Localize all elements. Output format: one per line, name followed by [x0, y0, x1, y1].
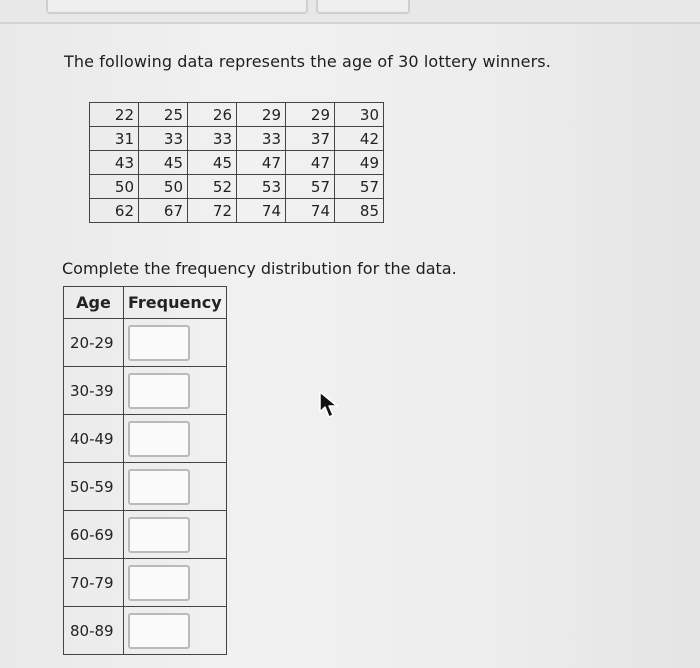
- frequency-input-70-79[interactable]: [128, 565, 190, 601]
- age-header: Age: [64, 287, 124, 319]
- data-cell: 37: [286, 127, 335, 151]
- frequency-cell: [124, 415, 227, 463]
- frequency-cell: [124, 511, 227, 559]
- data-cell: 45: [188, 151, 237, 175]
- data-cell: 49: [335, 151, 384, 175]
- frequency-table: [63, 286, 227, 655]
- frequency-input-80-89[interactable]: [128, 613, 190, 649]
- data-cell: 57: [286, 175, 335, 199]
- top-panel-left: [46, 0, 308, 14]
- data-cell: 72: [188, 199, 237, 223]
- data-cell: 50: [90, 175, 139, 199]
- data-cell: 43: [90, 151, 139, 175]
- data-cell: 47: [286, 151, 335, 175]
- age-range-label: 80-89: [64, 607, 124, 655]
- question-text: The following data represents the age of 30 lottery winners.: [64, 52, 551, 71]
- age-range-label: 20-29: [64, 319, 124, 367]
- frequency-cell: [124, 607, 227, 655]
- data-cell: 74: [286, 199, 335, 223]
- age-range-label: 40-49: [64, 415, 124, 463]
- data-cell: 31: [90, 127, 139, 151]
- frequency-input-60-69[interactable]: [128, 517, 190, 553]
- data-cell: 85: [335, 199, 384, 223]
- data-cell: 33: [237, 127, 286, 151]
- data-cell: 26: [188, 103, 237, 127]
- frequency-input-20-29[interactable]: [128, 325, 190, 361]
- top-panel-right: [316, 0, 410, 14]
- data-cell: 53: [237, 175, 286, 199]
- frequency-row: [64, 607, 227, 655]
- frequency-cell: [124, 367, 227, 415]
- data-cell: 42: [335, 127, 384, 151]
- data-cell: 22: [90, 103, 139, 127]
- frequency-input-50-59[interactable]: [128, 469, 190, 505]
- frequency-input-40-49[interactable]: [128, 421, 190, 457]
- age-range-label: 70-79: [64, 559, 124, 607]
- frequency-row: [64, 415, 227, 463]
- data-cell: 29: [286, 103, 335, 127]
- data-cell: 67: [139, 199, 188, 223]
- data-row: [90, 175, 384, 199]
- frequency-row: [64, 367, 227, 415]
- data-cell: 25: [139, 103, 188, 127]
- frequency-header: Frequency: [124, 287, 227, 319]
- data-cell: 29: [237, 103, 286, 127]
- data-row: [90, 103, 384, 127]
- data-cell: 47: [237, 151, 286, 175]
- data-cell: 62: [90, 199, 139, 223]
- frequency-input-30-39[interactable]: [128, 373, 190, 409]
- data-cell: 33: [188, 127, 237, 151]
- data-cell: 33: [139, 127, 188, 151]
- frequency-row: [64, 511, 227, 559]
- data-row: [90, 127, 384, 151]
- data-cell: 50: [139, 175, 188, 199]
- data-row: [90, 199, 384, 223]
- frequency-cell: [124, 463, 227, 511]
- frequency-cell: [124, 319, 227, 367]
- data-cell: 57: [335, 175, 384, 199]
- data-cell: 74: [237, 199, 286, 223]
- frequency-cell: [124, 559, 227, 607]
- age-range-label: 60-69: [64, 511, 124, 559]
- instruction-text: Complete the frequency distribution for the data.: [62, 259, 457, 278]
- frequency-row: [64, 319, 227, 367]
- data-cell: 30: [335, 103, 384, 127]
- data-row: [90, 151, 384, 175]
- frequency-row: [64, 559, 227, 607]
- data-cell: 45: [139, 151, 188, 175]
- age-range-label: 30-39: [64, 367, 124, 415]
- mouse-pointer-icon: [318, 390, 344, 420]
- top-bar: [0, 0, 700, 24]
- data-table: [89, 102, 384, 223]
- data-cell: 52: [188, 175, 237, 199]
- frequency-row: [64, 463, 227, 511]
- age-range-label: 50-59: [64, 463, 124, 511]
